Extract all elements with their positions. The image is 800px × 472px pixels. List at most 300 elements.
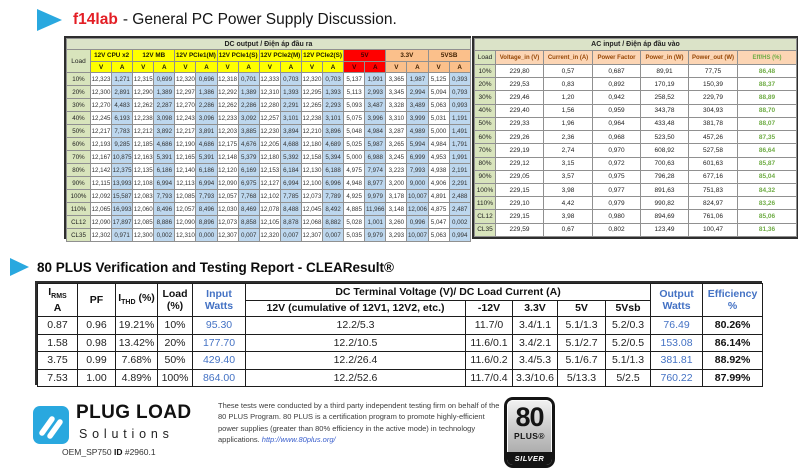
ac-value-cell: 796,28 bbox=[641, 170, 689, 183]
dc-value-cell: 4,925 bbox=[344, 190, 365, 203]
dc-value-cell: 12,148 bbox=[217, 151, 238, 164]
dc-value-cell: 5,031 bbox=[428, 112, 449, 125]
dc-value-cell: 2,488 bbox=[449, 190, 470, 203]
rp-irms-cell: 7.53 bbox=[38, 369, 78, 387]
rp-dc-col-header: 5V bbox=[558, 301, 606, 317]
rp-dc-value-cell: 12.2/5.3 bbox=[246, 317, 466, 335]
oem-id-label: ID bbox=[113, 447, 123, 457]
rp-dc-value-cell: 5/2.5 bbox=[606, 369, 651, 387]
dc-value-cell: 13,993 bbox=[112, 177, 133, 190]
dc-subheader-v: V bbox=[91, 62, 112, 73]
dc-value-cell: 3,092 bbox=[238, 112, 259, 125]
dc-value-cell: 3,487 bbox=[365, 99, 386, 112]
ac-value-cell: 527,58 bbox=[689, 144, 738, 157]
dc-value-cell: 12,280 bbox=[259, 99, 280, 112]
rp-efficiency-cell: 80.26% bbox=[703, 317, 763, 335]
dc-value-cell: 3,345 bbox=[386, 86, 407, 99]
ac-value-cell: 229,10 bbox=[496, 197, 544, 210]
ac-value-cell: 0,959 bbox=[593, 104, 641, 117]
rp-input-watts-cell: 95.30 bbox=[193, 317, 246, 335]
dc-value-cell: 4,875 bbox=[428, 203, 449, 216]
dc-value-cell: 3,896 bbox=[323, 125, 344, 138]
dc-value-cell: 7,785 bbox=[280, 190, 301, 203]
ac-value-cell: 1,20 bbox=[544, 91, 593, 104]
rp-efficiency-cell: 87.99% bbox=[703, 369, 763, 387]
ac-efficiency-cell: 85,87 bbox=[738, 157, 797, 170]
dc-value-cell: 12,302 bbox=[91, 229, 112, 242]
ac-value-cell: 700,63 bbox=[641, 157, 689, 170]
dc-value-cell: 12,065 bbox=[91, 203, 112, 216]
dc-value-cell: 3,260 bbox=[386, 216, 407, 229]
rp-output-watts-cell: 381.81 bbox=[651, 352, 703, 370]
dc-value-cell: 12,265 bbox=[301, 99, 322, 112]
dc-value-cell: 0,701 bbox=[238, 73, 259, 86]
ac-efficiency-cell: 81,36 bbox=[738, 223, 797, 236]
dc-value-cell: 12,167 bbox=[91, 151, 112, 164]
dc-value-cell: 7,783 bbox=[112, 125, 133, 138]
ac-efficiency-cell: 88,70 bbox=[738, 104, 797, 117]
dc-value-cell: 2,286 bbox=[238, 99, 259, 112]
dc-subheader-a: A bbox=[112, 62, 133, 73]
rp-dc-value-cell: 5.2/0.5 bbox=[606, 334, 651, 352]
rp-dc-value-cell: 5.1/1.3 bbox=[606, 352, 651, 370]
dc-value-cell: 0,993 bbox=[449, 99, 470, 112]
dc-value-cell: 3,148 bbox=[386, 203, 407, 216]
dc-value-cell: 8,878 bbox=[280, 216, 301, 229]
dc-value-cell: 0,007 bbox=[238, 229, 259, 242]
ac-value-cell: 229,53 bbox=[496, 78, 544, 91]
dc-value-cell: 4,984 bbox=[428, 138, 449, 151]
ac-load-cell: 20% bbox=[475, 78, 496, 91]
rp-input-watts-header: Input Watts bbox=[193, 284, 246, 317]
disclaimer-body: These tests were conducted by a third party independent testing firm on behalf of the 80 PLUS Program. 80 PLUS is a certification program to promote highly-efficient power supplies (greater than 80% efficiency in the active mode) in technology applications. bbox=[218, 401, 500, 444]
ac-efficiency-cell: 88,37 bbox=[738, 78, 797, 91]
dc-value-cell: 5,094 bbox=[428, 86, 449, 99]
dc-value-cell: 11,966 bbox=[365, 203, 386, 216]
dc-value-cell: 8,469 bbox=[238, 203, 259, 216]
dc-value-cell: 12,297 bbox=[175, 86, 196, 99]
dc-value-cell: 12,270 bbox=[175, 99, 196, 112]
80plus-link[interactable]: http://www.80plus.org/ bbox=[261, 434, 336, 444]
dc-value-cell: 5,000 bbox=[428, 125, 449, 138]
dc-value-cell: 12,230 bbox=[259, 125, 280, 138]
dc-value-cell: 5,379 bbox=[238, 151, 259, 164]
dc-value-cell: 3,293 bbox=[386, 229, 407, 242]
ac-value-cell: 89,91 bbox=[641, 65, 689, 78]
dc-value-cell: 12,217 bbox=[91, 125, 112, 138]
dc-value-cell: 5,028 bbox=[344, 216, 365, 229]
dc-value-cell: 10,007 bbox=[407, 229, 428, 242]
dc-rail-header: 12V MB bbox=[133, 50, 175, 62]
dc-value-cell: 6,996 bbox=[323, 177, 344, 190]
ac-value-cell: 229,59 bbox=[496, 223, 544, 236]
dc-subheader-a: A bbox=[323, 62, 344, 73]
ac-value-cell: 608,92 bbox=[641, 144, 689, 157]
dc-value-cell: 3,223 bbox=[386, 164, 407, 177]
dc-value-cell: 12,310 bbox=[259, 86, 280, 99]
dc-value-cell: 2,287 bbox=[154, 99, 175, 112]
dc-value-cell: 0,393 bbox=[449, 73, 470, 86]
dc-load-cell: 20% bbox=[67, 86, 91, 99]
bullet-triangle-icon bbox=[37, 9, 62, 31]
rp-ithd-header: $I_{THD}$ (%) bbox=[116, 284, 158, 317]
ac-load-cell: 90% bbox=[475, 170, 496, 183]
dc-value-cell: 3,265 bbox=[386, 138, 407, 151]
rp-pf-cell: 0.96 bbox=[78, 317, 116, 335]
ac-load-cell: 100% bbox=[475, 183, 496, 196]
dc-value-cell: 4,891 bbox=[428, 190, 449, 203]
dc-value-cell: 12,078 bbox=[259, 203, 280, 216]
dc-value-cell: 12,165 bbox=[175, 151, 196, 164]
rp-irms-cell: 1.58 bbox=[38, 334, 78, 352]
dc-value-cell: 6,186 bbox=[196, 164, 217, 177]
dc-subheader-a: A bbox=[154, 62, 175, 73]
dc-load-cell: 50% bbox=[67, 125, 91, 138]
ac-value-cell: 0,83 bbox=[544, 78, 593, 91]
dc-load-cell: CL35 bbox=[67, 229, 91, 242]
badge-plus-label: PLUS® bbox=[514, 431, 545, 441]
rp-dc-value-cell: 3.4/1.1 bbox=[513, 317, 558, 335]
dc-value-cell: 6,999 bbox=[407, 151, 428, 164]
dc-value-cell: 1,389 bbox=[154, 86, 175, 99]
dc-value-cell: 0,696 bbox=[196, 73, 217, 86]
dc-value-cell: 7,768 bbox=[238, 190, 259, 203]
rp-dc-col-header: -12V bbox=[466, 301, 513, 317]
dc-rail-header: 12V CPU x2 bbox=[91, 50, 133, 62]
dc-value-cell: 12,060 bbox=[133, 203, 154, 216]
ac-value-cell: 229,46 bbox=[496, 91, 544, 104]
dc-value-cell: 0,994 bbox=[449, 229, 470, 242]
dc-value-cell: 12,092 bbox=[91, 190, 112, 203]
ac-value-cell: 751,83 bbox=[689, 183, 738, 196]
dc-value-cell: 9,979 bbox=[365, 229, 386, 242]
dc-value-cell: 5,391 bbox=[154, 151, 175, 164]
dc-value-cell: 12,175 bbox=[217, 138, 238, 151]
dc-value-cell: 12,205 bbox=[259, 138, 280, 151]
dc-value-cell: 2,891 bbox=[112, 86, 133, 99]
dc-value-cell: 12,073 bbox=[217, 216, 238, 229]
dc-value-cell: 8,896 bbox=[196, 216, 217, 229]
ac-value-cell: 304,93 bbox=[689, 104, 738, 117]
dc-value-cell: 1,386 bbox=[196, 86, 217, 99]
dc-value-cell: 2,993 bbox=[365, 86, 386, 99]
ac-value-cell: 343,78 bbox=[641, 104, 689, 117]
dc-value-cell: 12,238 bbox=[301, 112, 322, 125]
dc-value-cell: 2,994 bbox=[407, 86, 428, 99]
dc-value-cell: 12,045 bbox=[301, 203, 322, 216]
dc-value-cell: 1,991 bbox=[365, 73, 386, 86]
dc-value-cell: 12,320 bbox=[301, 73, 322, 86]
ac-value-cell: 601,63 bbox=[689, 157, 738, 170]
dc-load-cell: 60% bbox=[67, 138, 91, 151]
dc-value-cell: 0,971 bbox=[112, 229, 133, 242]
dc-value-cell: 12,142 bbox=[91, 164, 112, 177]
ac-value-cell: 891,63 bbox=[641, 183, 689, 196]
rp-load-cell: 10% bbox=[158, 317, 193, 335]
ac-value-cell: 0,972 bbox=[593, 157, 641, 170]
ac-value-cell: 761,06 bbox=[689, 210, 738, 223]
dc-value-cell: 0,007 bbox=[323, 229, 344, 242]
dc-value-cell: 6,975 bbox=[238, 177, 259, 190]
dc-value-cell: 0,996 bbox=[407, 216, 428, 229]
ac-value-cell: 123,49 bbox=[641, 223, 689, 236]
dc-value-cell: 8,858 bbox=[238, 216, 259, 229]
ac-value-cell: 381,78 bbox=[689, 117, 738, 130]
ac-input-grid bbox=[474, 38, 797, 237]
rp-efficiency-cell: 86.14% bbox=[703, 334, 763, 352]
dc-value-cell: 1,393 bbox=[323, 86, 344, 99]
dc-value-cell: 1,389 bbox=[238, 86, 259, 99]
dc-value-cell: 12,130 bbox=[301, 164, 322, 177]
ac-value-cell: 3,15 bbox=[544, 157, 593, 170]
dc-value-cell: 9,000 bbox=[407, 177, 428, 190]
dc-value-cell: 5,035 bbox=[344, 229, 365, 242]
dc-value-cell: 12,113 bbox=[175, 177, 196, 190]
ac-efficiency-cell: 83,26 bbox=[738, 197, 797, 210]
ac-value-cell: 0,942 bbox=[593, 91, 641, 104]
dc-value-cell: 12,083 bbox=[133, 190, 154, 203]
dc-value-cell: 3,096 bbox=[196, 112, 217, 125]
dc-value-cell: 12,320 bbox=[259, 229, 280, 242]
ac-value-cell: 150,39 bbox=[689, 78, 738, 91]
dc-value-cell: 3,101 bbox=[323, 112, 344, 125]
dc-subheader-v: V bbox=[175, 62, 196, 73]
dc-value-cell: 12,135 bbox=[133, 164, 154, 177]
dc-value-cell: 4,483 bbox=[112, 99, 133, 112]
dc-value-cell: 9,979 bbox=[365, 190, 386, 203]
ac-value-cell: 258,52 bbox=[641, 91, 689, 104]
dc-value-cell: 12,105 bbox=[259, 216, 280, 229]
dc-value-cell: 12,153 bbox=[259, 164, 280, 177]
dc-value-cell: 12,163 bbox=[133, 151, 154, 164]
dc-value-cell: 4,906 bbox=[428, 177, 449, 190]
ac-value-cell: 1,56 bbox=[544, 104, 593, 117]
dc-value-cell: 12,307 bbox=[301, 229, 322, 242]
dc-value-cell: 3,885 bbox=[238, 125, 259, 138]
rp-dc-value-cell: 12.2/10.5 bbox=[246, 334, 466, 352]
ac-load-cell: 80% bbox=[475, 157, 496, 170]
dc-value-cell: 5,000 bbox=[344, 151, 365, 164]
rp-pf-cell: 0.98 bbox=[78, 334, 116, 352]
post-title: - General PC Power Supply Discussion. bbox=[122, 11, 397, 28]
dc-value-cell: 4,676 bbox=[238, 138, 259, 151]
ac-value-cell: 990,82 bbox=[641, 197, 689, 210]
rp-input-watts-cell: 864.00 bbox=[193, 369, 246, 387]
badge-number: 80 bbox=[515, 402, 544, 432]
dc-value-cell: 12,073 bbox=[301, 190, 322, 203]
dc-value-cell: 12,295 bbox=[301, 86, 322, 99]
ac-value-cell: 2,36 bbox=[544, 131, 593, 144]
dc-value-cell: 3,287 bbox=[386, 125, 407, 138]
dc-value-cell: 8,488 bbox=[280, 203, 301, 216]
dc-subheader-a: A bbox=[407, 62, 428, 73]
dc-value-cell: 2,291 bbox=[280, 99, 301, 112]
dc-value-cell: 5,025 bbox=[344, 138, 365, 151]
dc-value-cell: 6,994 bbox=[154, 177, 175, 190]
rp-dc-value-cell: 11.7/0 bbox=[466, 317, 513, 335]
dc-load-cell: 70% bbox=[67, 151, 91, 164]
80plus-report-table bbox=[35, 281, 762, 385]
dc-value-cell: 12,090 bbox=[217, 177, 238, 190]
ac-load-cell: 50% bbox=[475, 117, 496, 130]
dc-value-cell: 3,328 bbox=[386, 99, 407, 112]
dc-value-cell: 6,186 bbox=[154, 164, 175, 177]
dc-value-cell: 12,307 bbox=[217, 229, 238, 242]
dc-rail-header: 12V PCIe2(S) bbox=[301, 50, 343, 62]
dc-value-cell: 2,293 bbox=[323, 99, 344, 112]
rp-ithd-cell: 4.89% bbox=[116, 369, 158, 387]
rp-ithd-cell: 7.68% bbox=[116, 352, 158, 370]
ac-value-cell: 0,979 bbox=[593, 197, 641, 210]
dc-value-cell: 8,886 bbox=[154, 216, 175, 229]
dc-value-cell: 0,002 bbox=[449, 216, 470, 229]
dc-subheader-v: V bbox=[217, 62, 238, 73]
dc-value-cell: 5,125 bbox=[428, 73, 449, 86]
dc-value-cell: 9,285 bbox=[112, 138, 133, 151]
oem-id-line bbox=[62, 447, 156, 457]
rp-dc-value-cell: 5.1/6.7 bbox=[558, 352, 606, 370]
rp-irms-header: $I_{RMS}$ A bbox=[38, 284, 78, 317]
rp-pf-cell: 0.99 bbox=[78, 352, 116, 370]
rp-dc-value-cell: 5/13.3 bbox=[558, 369, 606, 387]
dc-value-cell: 4,989 bbox=[407, 125, 428, 138]
dc-table-title: DC output / Điện áp đầu ra bbox=[67, 39, 471, 50]
dc-value-cell: 4,686 bbox=[196, 138, 217, 151]
ac-value-cell: 2,74 bbox=[544, 144, 593, 157]
plug-load-logo-icon bbox=[33, 406, 69, 444]
dc-value-cell: 1,987 bbox=[407, 73, 428, 86]
ac-value-cell: 4,42 bbox=[544, 197, 593, 210]
dc-value-cell: 6,994 bbox=[196, 177, 217, 190]
report-title: 80 PLUS Verification and Testing Report - CLEAResult® bbox=[37, 259, 394, 275]
dc-value-cell: 4,953 bbox=[428, 151, 449, 164]
dc-value-cell: 2,291 bbox=[449, 177, 470, 190]
ac-value-cell: 229,15 bbox=[496, 183, 544, 196]
rp-dc-col-header: 12V (cumulative of 12V1, 12V2, etc.) bbox=[246, 301, 466, 317]
ac-value-cell: 0,977 bbox=[593, 183, 641, 196]
dc-rail-header: 12V PCIe1(S) bbox=[217, 50, 259, 62]
dc-subheader-a: A bbox=[238, 62, 259, 73]
80plus-report-grid bbox=[37, 283, 763, 387]
ac-value-cell: 0,892 bbox=[593, 78, 641, 91]
dc-value-cell: 12,180 bbox=[259, 151, 280, 164]
ac-load-cell: 40% bbox=[475, 104, 496, 117]
ac-value-cell: 0,802 bbox=[593, 223, 641, 236]
dc-value-cell: 5,391 bbox=[196, 151, 217, 164]
rp-output-watts-cell: 153.08 bbox=[651, 334, 703, 352]
rp-dc-value-cell: 5.1/1.3 bbox=[558, 317, 606, 335]
badge-tier-label: SILVER bbox=[507, 452, 552, 465]
ac-load-cell: 30% bbox=[475, 91, 496, 104]
ac-load-cell: CL12 bbox=[475, 210, 496, 223]
dc-rail-header: 5V bbox=[344, 50, 386, 62]
dc-subheader-a: A bbox=[280, 62, 301, 73]
ac-value-cell: 229,79 bbox=[689, 91, 738, 104]
rp-load-cell: 100% bbox=[158, 369, 193, 387]
dc-value-cell: 12,315 bbox=[133, 73, 154, 86]
dc-subheader-a: A bbox=[365, 62, 386, 73]
dc-value-cell: 3,891 bbox=[196, 125, 217, 138]
ac-value-cell: 229,12 bbox=[496, 157, 544, 170]
ac-table-title: AC input / Điện áp đầu vào bbox=[475, 39, 797, 51]
ac-col-header: Power_out (W) bbox=[689, 51, 738, 65]
dc-value-cell: 1,491 bbox=[449, 125, 470, 138]
dc-subheader-v: V bbox=[428, 62, 449, 73]
ac-value-cell: 457,26 bbox=[689, 131, 738, 144]
ac-load-cell: 60% bbox=[475, 131, 496, 144]
ac-load-cell: 70% bbox=[475, 144, 496, 157]
rp-dc-value-cell: 11.7/0.4 bbox=[466, 369, 513, 387]
dc-value-cell: 1,393 bbox=[280, 86, 301, 99]
ac-value-cell: 0,968 bbox=[593, 131, 641, 144]
rp-efficiency-header: Efficiency % bbox=[703, 284, 763, 317]
dc-output-table bbox=[64, 36, 471, 239]
rp-output-watts-cell: 76.49 bbox=[651, 317, 703, 335]
ac-value-cell: 229,33 bbox=[496, 117, 544, 130]
rp-dc-value-cell: 3.3/10.6 bbox=[513, 369, 558, 387]
dc-value-cell: 12,057 bbox=[175, 203, 196, 216]
dc-value-cell: 5,113 bbox=[344, 86, 365, 99]
ac-efficiency-cell: 85,06 bbox=[738, 210, 797, 223]
dc-value-cell: 8,496 bbox=[196, 203, 217, 216]
ac-col-header: Power_in (W) bbox=[641, 51, 689, 65]
ac-load-cell: CL35 bbox=[475, 223, 496, 236]
dc-value-cell: 3,101 bbox=[280, 112, 301, 125]
dc-value-cell: 12,290 bbox=[133, 86, 154, 99]
dc-load-cell: 30% bbox=[67, 99, 91, 112]
dc-value-cell: 12,333 bbox=[259, 73, 280, 86]
dc-value-cell: 3,999 bbox=[407, 112, 428, 125]
ac-value-cell: 0,57 bbox=[544, 65, 593, 78]
dc-value-cell: 0,703 bbox=[280, 73, 301, 86]
dc-rail-header: 5VSB bbox=[428, 50, 470, 62]
dc-value-cell: 12,212 bbox=[133, 125, 154, 138]
ac-value-cell: 0,964 bbox=[593, 117, 641, 130]
ac-value-cell: 1,96 bbox=[544, 117, 593, 130]
dc-value-cell: 3,245 bbox=[386, 151, 407, 164]
ac-value-cell: 77,75 bbox=[689, 65, 738, 78]
dc-value-cell: 3,178 bbox=[386, 190, 407, 203]
dc-value-cell: 3,098 bbox=[154, 112, 175, 125]
bullet-triangle-icon bbox=[10, 258, 29, 276]
dc-value-cell: 12,120 bbox=[217, 164, 238, 177]
dc-value-cell: 1,991 bbox=[449, 151, 470, 164]
dc-value-cell: 12,006 bbox=[407, 203, 428, 216]
ac-load-cell: 110% bbox=[475, 197, 496, 210]
dc-load-cell: 110% bbox=[67, 203, 91, 216]
dc-value-cell: 3,892 bbox=[154, 125, 175, 138]
dc-value-cell: 12,185 bbox=[133, 138, 154, 151]
oem-id-value: #2960.1 bbox=[122, 447, 156, 457]
rp-output-watts-cell: 760.22 bbox=[651, 369, 703, 387]
dc-subheader-a: A bbox=[449, 62, 470, 73]
dc-value-cell: 10,875 bbox=[112, 151, 133, 164]
ac-value-cell: 229,05 bbox=[496, 170, 544, 183]
dc-value-cell: 4,885 bbox=[344, 203, 365, 216]
dc-subheader-v: V bbox=[344, 62, 365, 73]
dc-load-header: Load bbox=[67, 50, 91, 73]
dc-value-cell: 12,323 bbox=[91, 73, 112, 86]
dc-value-cell: 5,047 bbox=[428, 216, 449, 229]
dc-value-cell: 0,699 bbox=[154, 73, 175, 86]
dc-value-cell: 8,496 bbox=[154, 203, 175, 216]
dc-output-grid bbox=[66, 38, 471, 242]
dc-value-cell: 0,002 bbox=[154, 229, 175, 242]
dc-value-cell: 5,075 bbox=[344, 112, 365, 125]
dc-value-cell: 12,158 bbox=[301, 151, 322, 164]
ac-value-cell: 3,98 bbox=[544, 183, 593, 196]
dc-load-cell: 80% bbox=[67, 164, 91, 177]
